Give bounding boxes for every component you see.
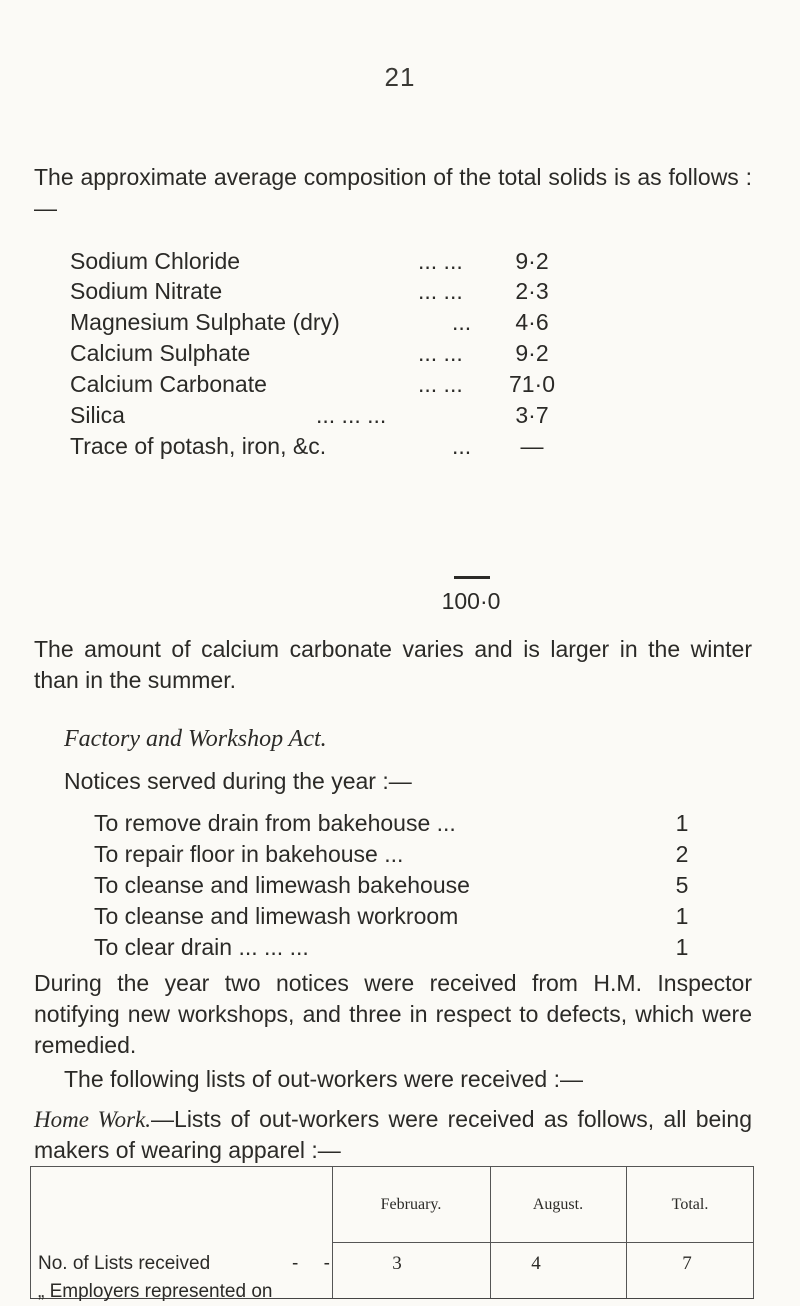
composition-value: 2·3 bbox=[515, 278, 549, 304]
composition-name: Calcium Carbonate bbox=[70, 371, 267, 397]
composition-total: 100·0 bbox=[441, 588, 501, 614]
composition-row bbox=[70, 276, 570, 306]
intro-paragraph: The approximate average composition of the total solids is as follows :— bbox=[34, 164, 752, 221]
leader-dots: ... bbox=[452, 433, 472, 459]
header-august: August. bbox=[532, 1196, 584, 1213]
row-label: No. of Lists received bbox=[38, 1253, 211, 1274]
leader-dots: ... ... bbox=[418, 340, 463, 366]
composition-value: 3·7 bbox=[515, 402, 549, 428]
leader-dots: ... ... bbox=[418, 278, 463, 304]
calcium-note: The amount of calcium carbonate varies and is larger in the winter than in the summer. bbox=[34, 636, 752, 693]
page-number: 21 bbox=[384, 62, 416, 92]
home-work-paragraph bbox=[34, 1104, 752, 1166]
notices-title: Notices served during the year :— bbox=[64, 768, 412, 794]
notice-count: 1 bbox=[675, 934, 689, 960]
table-row bbox=[30, 1250, 754, 1278]
notice-count: 2 bbox=[675, 841, 689, 867]
composition-row bbox=[70, 400, 570, 430]
notice-text: To cleanse and limewash workroom bbox=[94, 903, 459, 929]
inspector-paragraph: During the year two notices were received from H.M. Inspector notifying new workshops, and three in respect to defects, which were remedied. bbox=[34, 970, 752, 1058]
composition-row bbox=[70, 338, 570, 368]
notice-text: To cleanse and limewash bakehouse bbox=[94, 872, 470, 898]
home-work-text: —Lists of out-workers were received as follows, all being makers of wearing apparel :— bbox=[34, 1106, 752, 1163]
notice-text: To repair floor in bakehouse ... bbox=[94, 841, 404, 867]
composition-value: 71·0 bbox=[508, 371, 556, 397]
notice-count: 1 bbox=[675, 903, 689, 929]
header-february: February. bbox=[380, 1196, 442, 1213]
composition-value: — bbox=[520, 433, 544, 459]
cell-total: 7 bbox=[682, 1253, 692, 1274]
notice-count: 5 bbox=[675, 872, 689, 898]
composition-name: Calcium Sulphate bbox=[70, 340, 251, 366]
composition-value: 4·6 bbox=[515, 309, 549, 335]
table-top-rule bbox=[30, 1166, 754, 1167]
header-rule bbox=[332, 1242, 754, 1243]
outworkers-paragraph: The following lists of out-workers were received :— bbox=[64, 1066, 583, 1092]
composition-name: Sodium Nitrate bbox=[70, 278, 223, 304]
composition-row bbox=[70, 246, 570, 276]
cell-august: 4 bbox=[531, 1253, 541, 1274]
home-work-heading: Home Work. bbox=[34, 1107, 152, 1132]
leader-dots: ... ... ... bbox=[316, 402, 387, 428]
cell-february: 3 bbox=[392, 1253, 402, 1274]
composition-name: Magnesium Sulphate (dry) bbox=[70, 309, 340, 335]
row-label: „ Employers represented on bbox=[38, 1281, 273, 1302]
composition-name: Trace of potash, iron, &c. bbox=[70, 433, 327, 459]
composition-name: Sodium Chloride bbox=[70, 248, 241, 274]
composition-name: Silica bbox=[70, 402, 125, 428]
row-dash: - - bbox=[292, 1253, 340, 1274]
composition-row bbox=[70, 369, 570, 399]
table-row bbox=[30, 1278, 754, 1306]
notice-text: To clear drain ... ... ... bbox=[94, 934, 309, 960]
notice-text: To remove drain from bakehouse ... bbox=[94, 810, 456, 836]
composition-row bbox=[70, 431, 570, 461]
composition-row bbox=[70, 307, 570, 337]
leader-dots: ... ... bbox=[418, 371, 463, 397]
notice-count: 1 bbox=[675, 810, 689, 836]
leader-dots: ... bbox=[452, 309, 472, 335]
sum-rule bbox=[454, 576, 490, 579]
leader-dots: ... ... bbox=[418, 248, 463, 274]
composition-value: 9·2 bbox=[515, 340, 549, 366]
factory-act-heading: Factory and Workshop Act. bbox=[64, 726, 327, 752]
composition-value: 9·2 bbox=[515, 248, 549, 274]
header-total: Total. bbox=[671, 1196, 709, 1213]
